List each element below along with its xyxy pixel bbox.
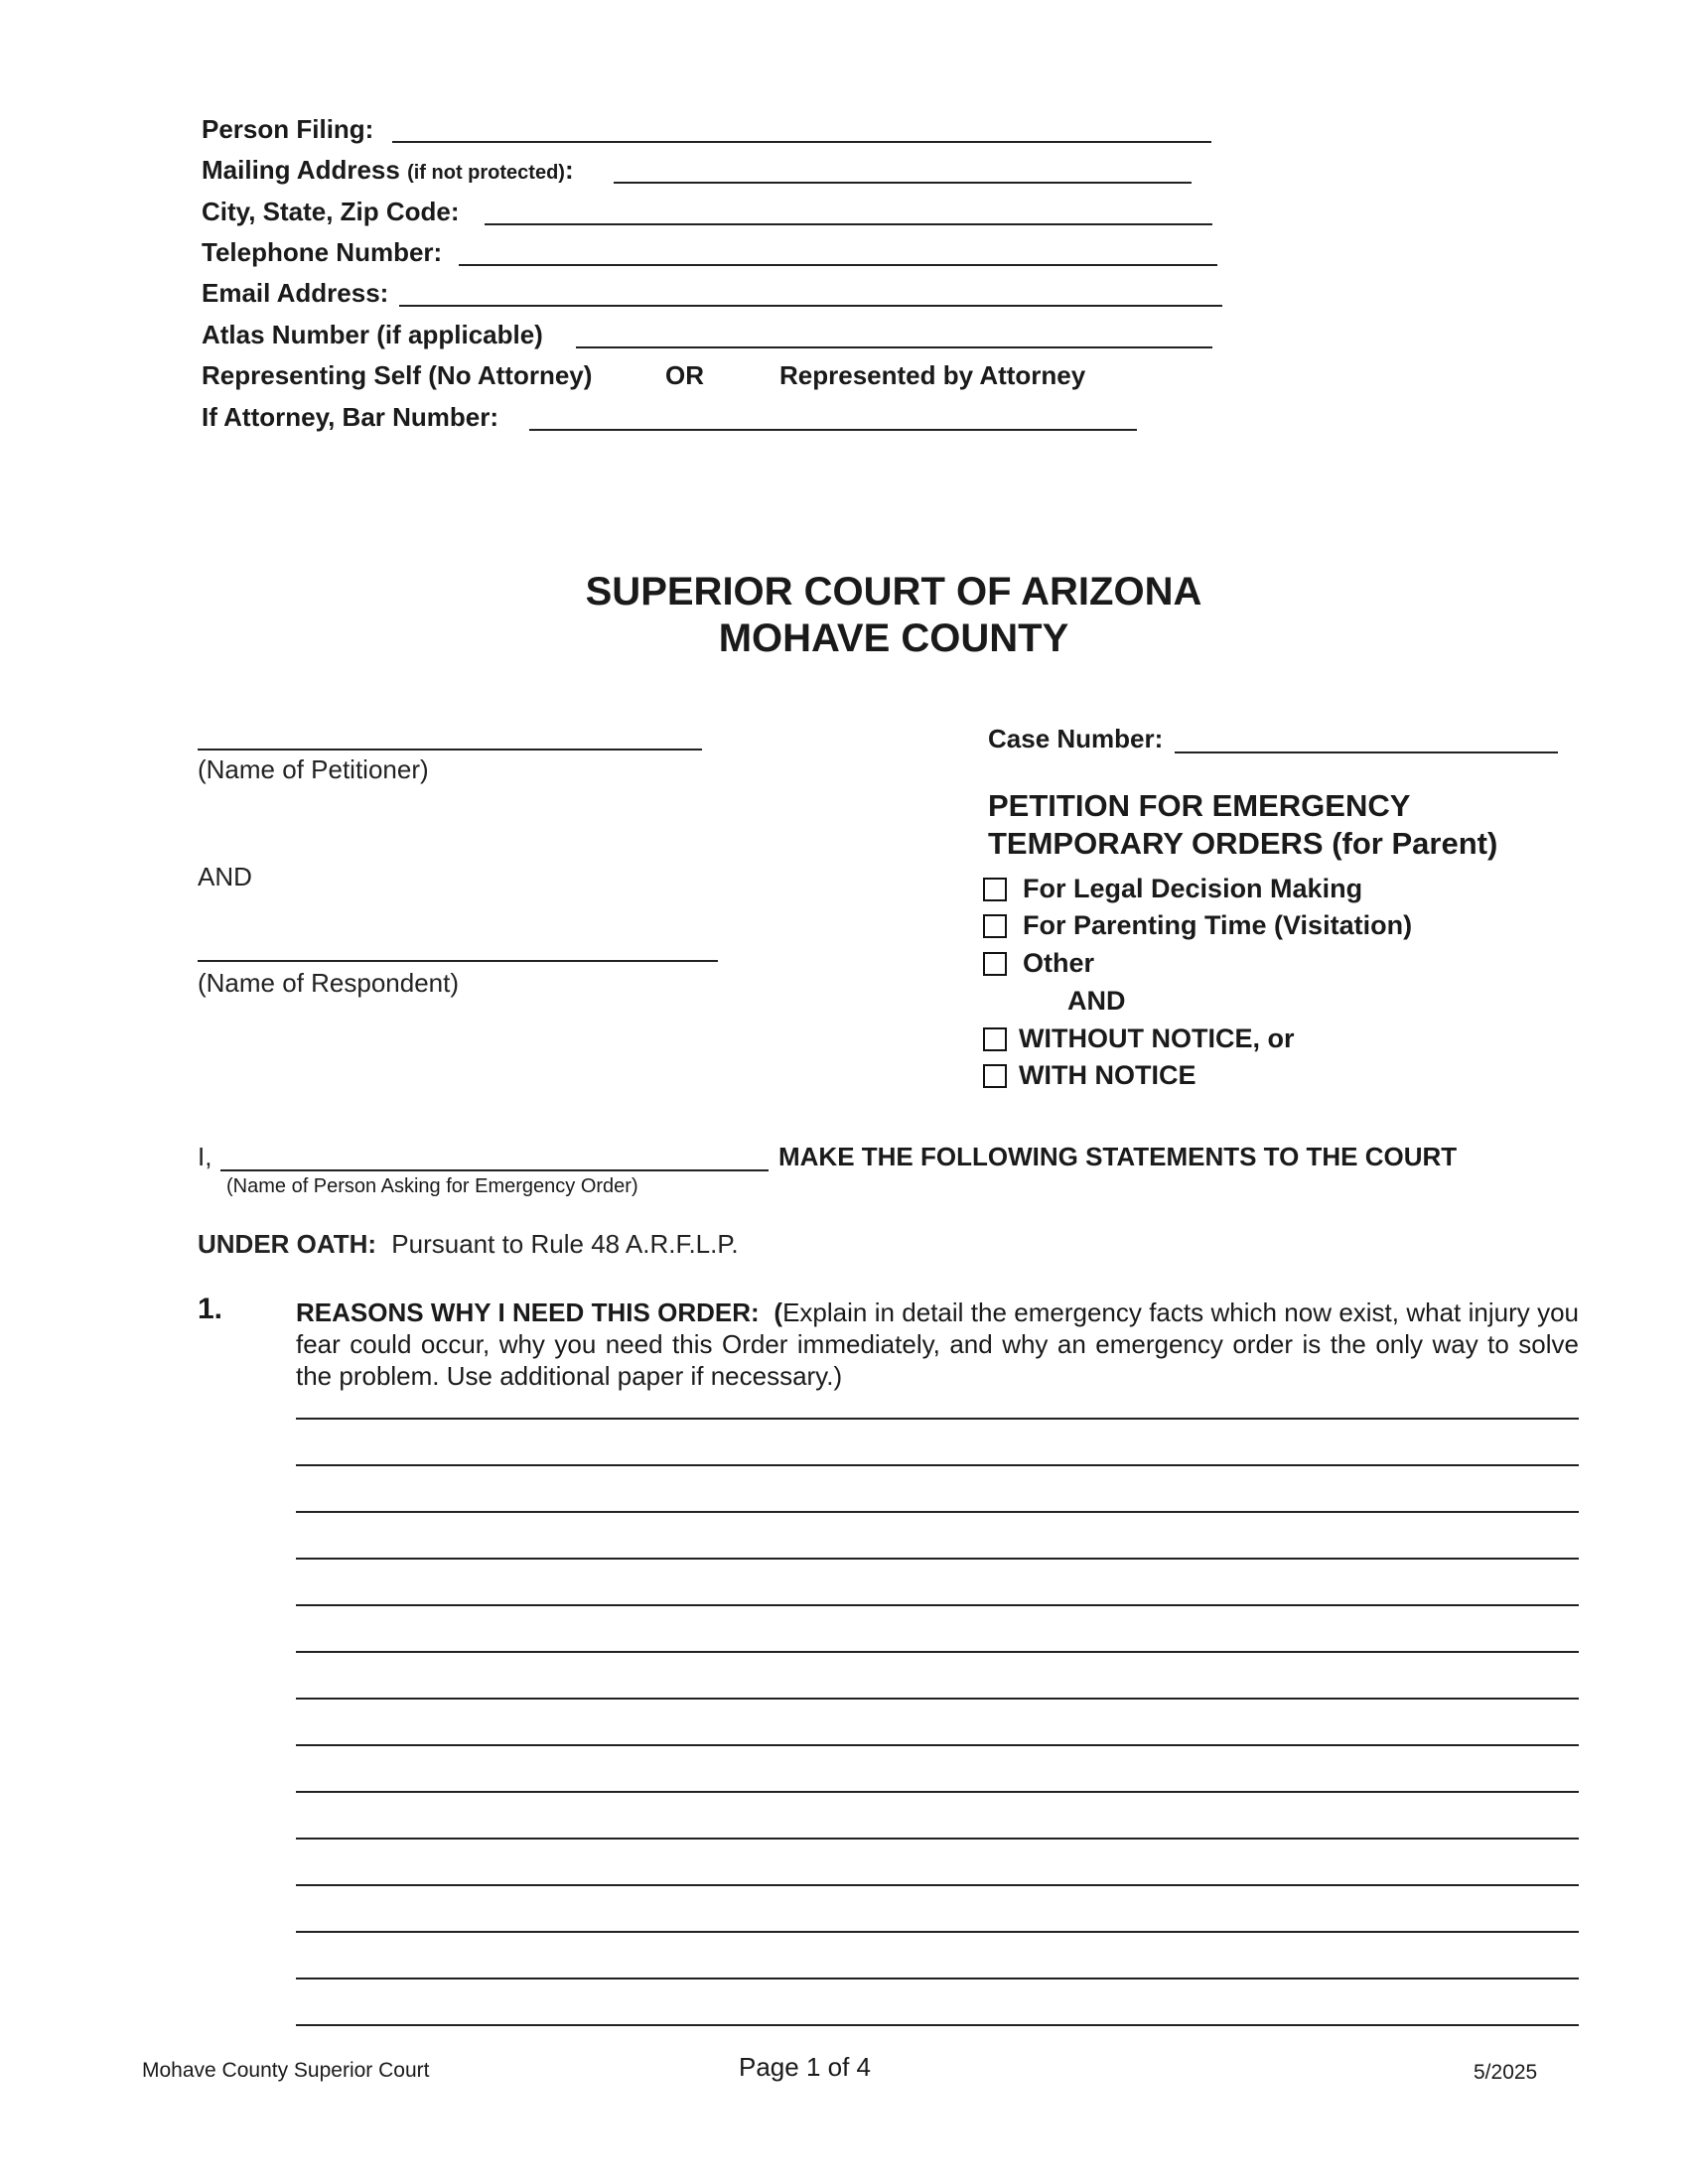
reason-line[interactable] [296, 1604, 1579, 1606]
option-legal-decision-making[interactable] [983, 876, 1362, 902]
i-label: I, [198, 1142, 212, 1171]
under-oath-label: UNDER OATH: [198, 1229, 377, 1259]
reason-line[interactable] [296, 1418, 1579, 1420]
case-number-label: Case Number: [988, 724, 1164, 753]
bar-number-field[interactable] [529, 429, 1137, 431]
person-filing-field[interactable] [392, 141, 1211, 143]
legal-decision-checkbox[interactable] [983, 878, 1007, 901]
option-without-notice[interactable] [983, 1025, 1294, 1052]
atlas-number-label: Atlas Number (if applicable) [202, 320, 543, 349]
case-and-label: AND [1067, 986, 1126, 1016]
footer-court: Mohave County Superior Court [142, 2059, 430, 2082]
mailing-address-label [202, 157, 574, 183]
footer-page-number: Page 1 of 4 [739, 2052, 871, 2082]
section1-instructions: Explain in detail the emergency facts which now exist, what injury you fear could occur, why you need this Order immediately, and why an emergency order is the only way to solve the problem. Use additional paper if necessary.) [296, 1297, 1579, 1391]
parenting-time-checkbox[interactable] [983, 914, 1007, 938]
and-label: AND [198, 862, 252, 891]
section-number: 1. [198, 1293, 223, 1325]
reason-line[interactable] [296, 2024, 1579, 2026]
option-parenting-time[interactable] [983, 912, 1412, 939]
section1-heading: REASONS WHY I NEED THIS ORDER: [296, 1297, 760, 1327]
petitioner-caption: (Name of Petitioner) [198, 754, 429, 784]
reason-line[interactable] [296, 1884, 1579, 1886]
footer-revision-date: 5/2025 [1474, 2061, 1538, 2084]
make-statements-label: MAKE THE FOLLOWING STATEMENTS TO THE COURT [778, 1142, 1458, 1171]
reason-line[interactable] [296, 1511, 1579, 1513]
mailing-address-field[interactable] [614, 182, 1192, 184]
mailing-address-note: (if not protected) [407, 162, 565, 184]
respondent-caption: (Name of Respondent) [198, 968, 460, 998]
or-label: OR [665, 360, 704, 390]
parenting-time-label: For Parenting Time (Visitation) [1023, 910, 1413, 940]
reason-line[interactable] [296, 1838, 1579, 1840]
case-number-field[interactable] [1175, 751, 1558, 753]
reason-line[interactable] [296, 1558, 1579, 1560]
email-field[interactable] [399, 305, 1222, 307]
without-notice-label: WITHOUT NOTICE, or [1019, 1024, 1295, 1053]
representing-self-label: Representing Self (No Attorney) [202, 360, 593, 390]
respondent-name-field[interactable] [198, 960, 718, 962]
person-filing-label: Person Filing: [202, 114, 374, 144]
petition-title-line2: TEMPORARY ORDERS (for Parent) [988, 826, 1498, 861]
reason-line[interactable] [296, 1464, 1579, 1466]
telephone-field[interactable] [459, 264, 1217, 266]
reason-line[interactable] [296, 1931, 1579, 1933]
other-checkbox[interactable] [983, 952, 1007, 976]
reason-line[interactable] [296, 1651, 1579, 1653]
with-notice-label: WITH NOTICE [1019, 1060, 1196, 1090]
county-name: MOHAVE COUNTY [718, 616, 1069, 660]
mailing-address-text: Mailing Address [202, 155, 400, 185]
legal-decision-label: For Legal Decision Making [1023, 874, 1363, 903]
court-name: SUPERIOR COURT OF ARIZONA [585, 570, 1202, 614]
bar-number-label: If Attorney, Bar Number: [202, 402, 499, 432]
reason-line[interactable] [296, 1744, 1579, 1746]
petition-title-line1: PETITION FOR EMERGENCY [988, 788, 1411, 823]
option-other[interactable] [983, 950, 1094, 977]
reason-line[interactable] [296, 1978, 1579, 1979]
section1-paren: ( [774, 1297, 783, 1327]
reason-line[interactable] [296, 1698, 1579, 1700]
telephone-label: Telephone Number: [202, 237, 443, 267]
other-label: Other [1023, 948, 1095, 978]
atlas-number-field[interactable] [576, 346, 1212, 348]
city-state-zip-label: City, State, Zip Code: [202, 197, 460, 226]
person-asking-caption: (Name of Person Asking for Emergency Order) [226, 1175, 638, 1197]
section1-paragraph [296, 1297, 1579, 1392]
person-asking-name-field[interactable] [220, 1169, 769, 1171]
reason-line[interactable] [296, 1791, 1579, 1793]
email-label: Email Address: [202, 278, 389, 308]
with-notice-checkbox[interactable] [983, 1064, 1007, 1088]
mailing-address-colon: : [564, 155, 574, 185]
petitioner-name-field[interactable] [198, 749, 702, 751]
option-with-notice[interactable] [983, 1062, 1196, 1089]
city-state-zip-field[interactable] [485, 223, 1212, 225]
under-oath-line [198, 1231, 739, 1257]
represented-by-attorney-label: Represented by Attorney [779, 360, 1086, 390]
pursuant-text: Pursuant to Rule 48 A.R.F.L.P. [391, 1229, 739, 1259]
without-notice-checkbox[interactable] [983, 1027, 1007, 1051]
